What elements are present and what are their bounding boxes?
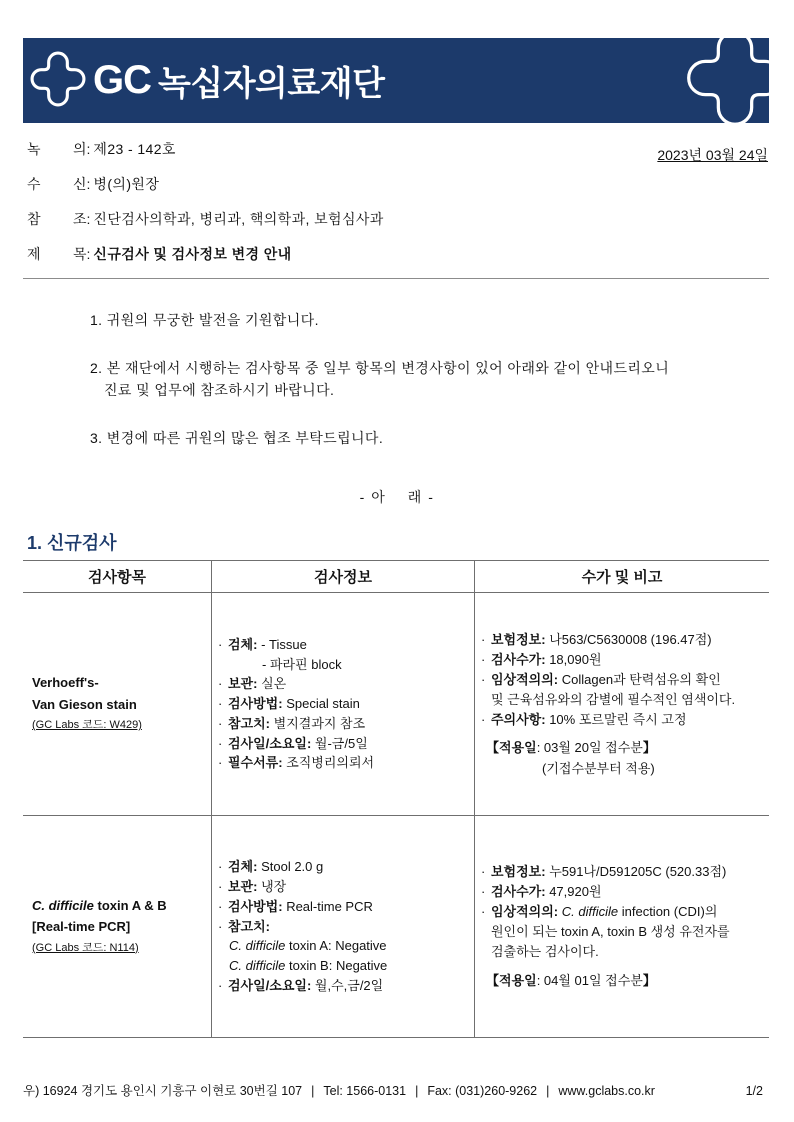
bullet: · <box>481 884 486 899</box>
apply-value: : 03월 20일 접수분 <box>536 739 643 755</box>
info-value: 실온 <box>261 676 287 692</box>
remark-value: infection (CDI)의 <box>621 904 718 919</box>
bullet: · <box>218 879 223 894</box>
remark-line <box>481 650 769 670</box>
meta-label: 의: <box>73 140 91 157</box>
apply-note: (기접수분부터 적용) <box>542 760 655 776</box>
apply-date <box>481 971 769 991</box>
info-line <box>218 917 474 937</box>
bullet: · <box>481 864 486 879</box>
remark-label: 보험정보: <box>491 864 546 879</box>
info-line <box>218 635 474 655</box>
test-name-line: [Real-time PCR] <box>32 919 131 934</box>
footer-fax: Fax: (031)260-9262 <box>427 1084 538 1098</box>
info-value: Stool 2.0 g <box>261 859 324 875</box>
fee-remarks-cell <box>475 816 769 1037</box>
info-label: 참고치: <box>228 715 271 731</box>
test-code-text: (GC Labs 코드: W429) <box>32 719 142 731</box>
meta-recipient <box>27 166 384 201</box>
info-line <box>218 976 474 996</box>
remark-line <box>481 710 769 730</box>
paragraph-2-line-2: 진료 및 업무에 참조하시기 바랍니다. <box>104 382 335 398</box>
remark-line <box>481 630 769 650</box>
test-item-cell <box>23 816 212 1037</box>
organism-name: C. difficile <box>229 958 286 974</box>
remark-value: 및 근육섬유와의 감별에 필수적인 염색이다. <box>491 691 736 707</box>
bullet: · <box>218 859 223 875</box>
test-info-cell <box>212 816 475 1037</box>
organism-name: C. difficile <box>32 897 94 913</box>
meta-reference <box>27 201 384 236</box>
remark-label: 주의사항: <box>491 711 546 727</box>
apply-label: 적용일 <box>499 739 537 755</box>
remark-value: 검출하는 검사이다. <box>491 944 599 959</box>
test-code <box>32 938 211 959</box>
bullet: · <box>218 715 223 731</box>
info-label: 참고치: <box>228 918 271 934</box>
meta-label: 수 <box>27 175 41 192</box>
remark-line <box>481 670 769 690</box>
remark-value: Collagen과 탄력섬유의 확인 <box>561 671 721 687</box>
remark-value: 원인이 되는 toxin A, toxin B 생성 유전자를 <box>491 924 730 939</box>
meta-label: 신: <box>73 175 91 192</box>
fee-remarks-cell <box>475 593 769 815</box>
bullet: · <box>218 696 223 712</box>
info-label: 검사일/소요일: <box>228 977 312 993</box>
page-number: 1/2 <box>745 1084 763 1098</box>
meta-label: 목: <box>73 245 91 262</box>
meta-label: 참 <box>27 210 41 227</box>
bullet: · <box>481 711 486 727</box>
table-row <box>23 816 769 1038</box>
letter-meta <box>27 131 384 271</box>
bullet: · <box>218 676 223 692</box>
remark-line <box>481 922 769 942</box>
remark-line <box>481 690 769 710</box>
footer-website: www.gclabs.co.kr <box>558 1084 655 1098</box>
bullet: · <box>218 898 223 914</box>
info-label: 검사방법: <box>228 898 283 914</box>
info-label: 보관: <box>228 676 258 692</box>
info-line <box>218 857 474 877</box>
test-name-line <box>32 895 211 917</box>
remark-label: 임상적의의: <box>491 904 559 919</box>
info-label: 검체: <box>228 637 258 653</box>
bullet: · <box>481 651 486 667</box>
cross-decoration-icon <box>685 38 769 123</box>
test-name-rest: toxin A & B <box>97 897 167 913</box>
bullet: · <box>481 631 486 647</box>
info-line <box>218 897 474 917</box>
column-header: 검사정보 <box>212 561 475 592</box>
remark-value: 누591나/D591205C (520.33점) <box>549 864 727 879</box>
meta-value: 병(의)원장 <box>93 175 160 192</box>
notice-heading: - 아 래 - <box>359 489 435 505</box>
apply-label: 적용일 <box>499 973 537 988</box>
info-value: toxin B: Negative <box>288 958 388 974</box>
info-line <box>218 734 474 754</box>
test-name-line: Verhoeff's- <box>32 675 99 690</box>
info-value: 냉장 <box>261 879 287 894</box>
bullet: · <box>218 918 223 934</box>
remark-label: 보험정보: <box>491 631 546 647</box>
remark-line <box>481 902 769 922</box>
brand-org-name: 녹십자의료재단 <box>158 65 385 103</box>
footer-contact <box>23 1083 655 1099</box>
info-line <box>218 753 474 773</box>
info-value: Real-time PCR <box>286 898 373 914</box>
info-label: 검체: <box>228 859 258 875</box>
remark-label: 임상적의의: <box>491 671 559 687</box>
meta-label: 녹 <box>27 140 41 157</box>
info-line <box>218 956 474 976</box>
test-info-cell <box>212 593 475 815</box>
footer-tel: Tel: 1566-0131 <box>323 1084 407 1098</box>
footer-address: 우) 16924 경기도 용인시 기흥구 이현로 30번길 107 <box>23 1084 303 1098</box>
info-line <box>218 655 474 675</box>
meta-subject <box>27 236 384 271</box>
info-label: 보관: <box>228 879 258 894</box>
remark-label: 검사수가: <box>491 884 546 899</box>
info-value: 월,수,금/2일 <box>314 977 384 993</box>
organism-name: C. difficile <box>561 904 619 919</box>
organism-name: C. difficile <box>229 938 286 954</box>
remark-value: 나563/C5630008 (196.47점) <box>549 631 712 647</box>
bullet: · <box>481 671 486 687</box>
bullet: · <box>218 755 223 771</box>
divider <box>23 278 769 279</box>
subject-title: 신규검사 및 검사정보 변경 안내 <box>93 245 292 262</box>
apply-value: : 04월 01일 접수분 <box>536 973 643 988</box>
info-value: 월-금/5일 <box>314 735 368 751</box>
test-code <box>32 715 211 736</box>
info-value: - Tissue <box>261 637 307 653</box>
apply-bracket: 】 <box>642 739 656 755</box>
test-code-text: (GC Labs 코드: N114) <box>32 941 139 954</box>
section-title: 1. 신규검사 <box>27 533 117 553</box>
table-header-row <box>23 561 769 593</box>
test-name-line: Van Gieson stain <box>32 696 137 712</box>
meta-label: 제 <box>27 245 41 262</box>
remark-value: 10% 포르말린 즉시 고정 <box>549 711 687 727</box>
apply-date <box>481 738 769 758</box>
header-banner <box>23 38 769 123</box>
info-line <box>218 714 474 734</box>
column-header: 검사항목 <box>23 561 212 592</box>
info-value: 조직병리의뢰서 <box>286 755 375 771</box>
apply-bracket: 【 <box>486 973 500 988</box>
paragraph-3: 3. 변경에 따른 귀원의 많은 협조 부탁드립니다. <box>90 430 384 446</box>
meta-doc-number <box>27 131 384 166</box>
remark-value: 47,920원 <box>549 884 602 899</box>
remark-line <box>481 942 769 962</box>
bullet: · <box>218 977 223 993</box>
column-header: 수가 및 비고 <box>581 569 663 586</box>
gc-cross-logo-icon <box>30 51 86 107</box>
footer-separator: | <box>546 1084 550 1098</box>
test-item-cell <box>23 593 212 815</box>
brand-wordmark <box>93 38 384 123</box>
apply-bracket: 】 <box>642 973 656 988</box>
meta-value: 제23 - 142호 <box>93 140 176 157</box>
info-value: Special stain <box>286 696 360 712</box>
info-line <box>218 694 474 714</box>
info-line <box>218 877 474 897</box>
remark-value: 18,090원 <box>549 651 602 667</box>
bullet: · <box>218 735 223 751</box>
apply-bracket: 【 <box>486 739 500 755</box>
remark-line <box>481 862 769 882</box>
info-label: 필수서류: <box>228 755 283 771</box>
new-tests-table <box>23 560 769 1038</box>
paragraph-1: 1. 귀원의 무궁한 발전을 기원합니다. <box>90 312 319 328</box>
letter-date: 2023년 03월 24일 <box>657 147 768 163</box>
info-line <box>218 936 474 956</box>
remark-line <box>481 882 769 902</box>
table-row <box>23 593 769 816</box>
info-label: 검사방법: <box>228 696 283 712</box>
info-label: 검사일/소요일: <box>228 735 312 751</box>
info-value: toxin A: Negative <box>288 938 387 954</box>
footer-separator: | <box>415 1084 419 1098</box>
info-line <box>218 674 474 694</box>
remark-label: 검사수가: <box>491 651 546 667</box>
bullet: · <box>481 904 486 919</box>
paragraph-2-line-1: 2. 본 재단에서 시행하는 검사항목 중 일부 항목의 변경사항이 있어 아래와 같이 안내드리오니 <box>90 360 670 376</box>
meta-value: 진단검사의학과, 병리과, 핵의학과, 보험심사과 <box>93 210 384 227</box>
brand-gc: GC <box>93 58 151 102</box>
bullet: · <box>218 637 223 653</box>
footer-separator: | <box>311 1084 315 1098</box>
info-value: 별지결과지 참조 <box>273 715 366 731</box>
info-value: - 파라핀 block <box>262 656 342 672</box>
meta-label: 조: <box>73 210 91 227</box>
